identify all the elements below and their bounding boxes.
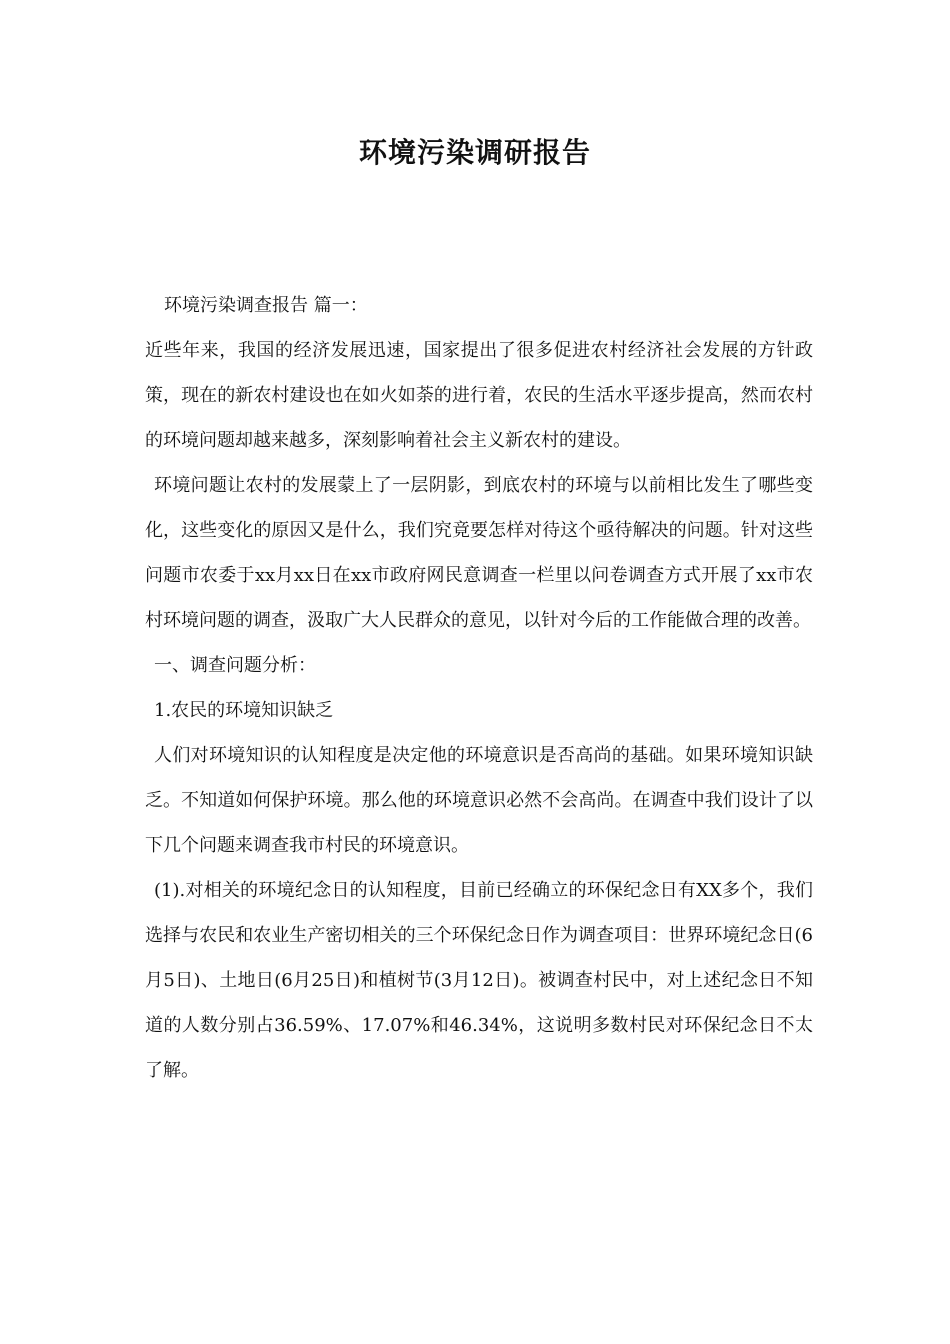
section-heading-analysis: 一、调查问题分析： — [154, 655, 316, 676]
document-title: 环境污染调研报告 — [358, 136, 591, 169]
paragraph-problem: 环境问题让农村的发展蒙上了一层阴影，到底农村的环境与以前相比发生了哪些变化，这些变化的原因又是什么，我们究竟要怎样对待这个亟待解决的问题。针对这些问题市农委于xx月xx日在xx市政府网民意调查一栏里以问卷调查方式开展了xx市农村环境问题的调查，汲取广大人民群众的意见，以针对今后的工作能做合理的改善。 — [145, 475, 813, 631]
subsection-heading-knowledge: 1.农民的环境知识缺乏 — [154, 700, 334, 721]
paragraph-commemoration-days: (1).对相关的环境纪念日的认知程度，目前已经确立的环保纪念日有XX多个，我们选择与农民和农业生产密切相关的三个环保纪念日作为调查项目：世界环境纪念日(6月5日)、土地日(6月25日)和植树节(3月12日)。被调查村民中，对上述纪念日不知道的人数分别占36.59%、17.07%和46.34%，这说明多数村民对环保纪念日不太了解。 — [145, 880, 813, 1081]
section-subtitle: 环境污染调查报告 篇一： — [164, 295, 368, 316]
paragraph-knowledge: 人们对环境知识的认知程度是决定他的环境意识是否高尚的基础。如果环境知识缺乏。不知道如何保护环境。那么他的环境意识必然不会高尚。在调查中我们设计了以下几个问题来调查我市村民的环境意识。 — [145, 745, 813, 856]
document-body — [145, 283, 813, 1093]
paragraph-intro: 近些年来，我国的经济发展迅速，国家提出了很多促进农村经济社会发展的方针政策，现在的新农村建设也在如火如荼的进行着，农民的生活水平逐步提高，然而农村的环境问题却越来越多，深刻影响着社会主义新农村的建设。 — [145, 340, 813, 451]
